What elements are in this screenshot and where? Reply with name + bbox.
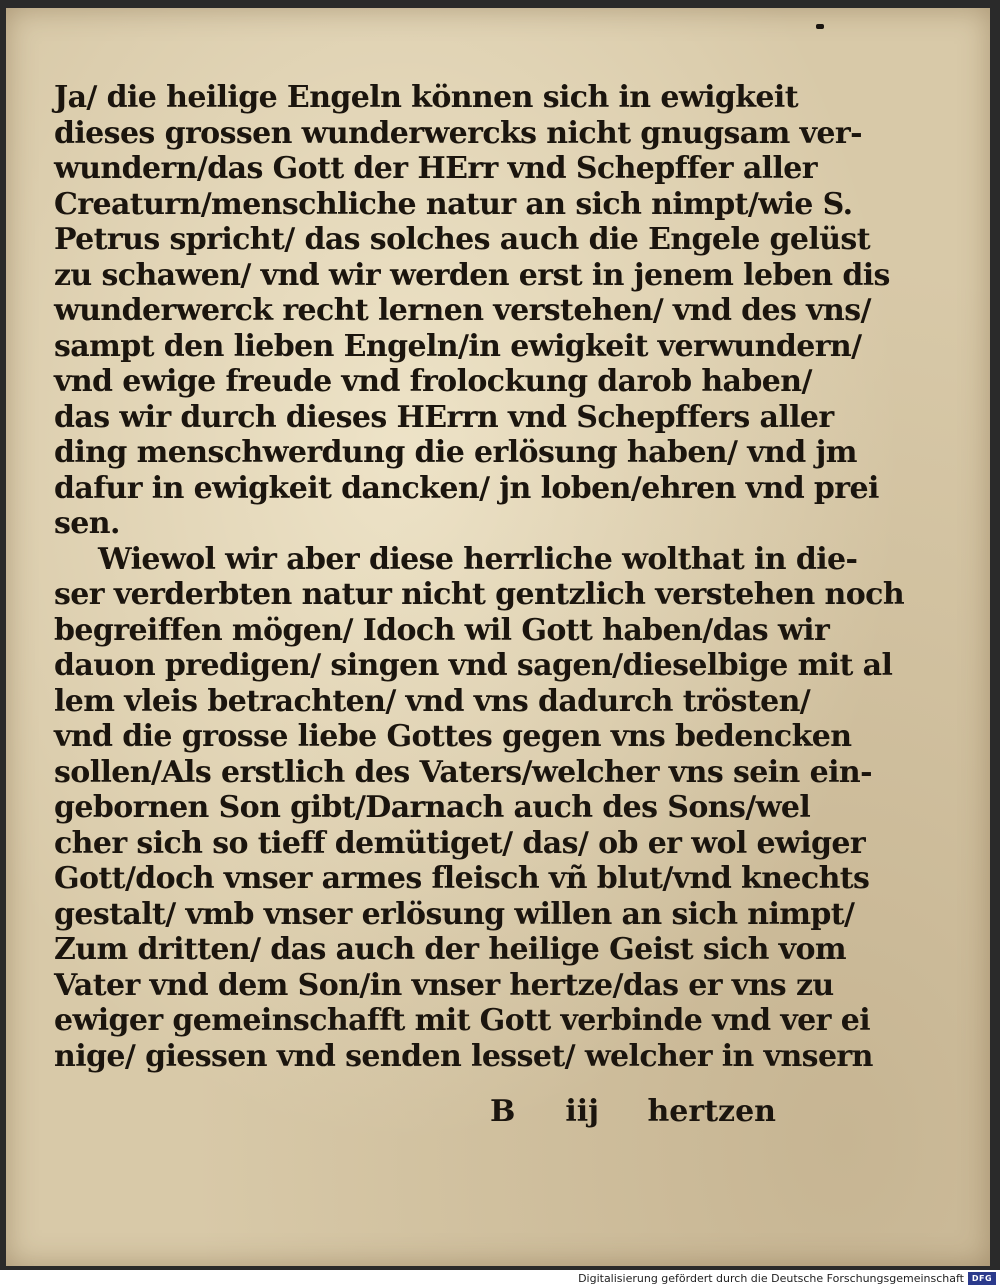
text-line: dieses grossen wunderwercks nicht gnugsam ver- (54, 115, 862, 151)
text-line: wunderwerck recht lernen verstehen/ vnd des vns/ (54, 293, 871, 328)
text-line: gestalt/ vmb vnser erlösung willen an sich nimpt/ (54, 896, 855, 932)
text-line: das wir durch dieses HErrn vnd Schepffers aller (54, 399, 834, 435)
text-line: Zum dritten/ das auch der heilige Geist sich vom (54, 932, 847, 967)
funding-credit: Digitalisierung gefördert durch die Deutsche Forschungsgemeinschaft (578, 1272, 964, 1285)
text-line: sen. (54, 506, 120, 541)
text-line: Vater vnd dem Son/in vnser hertze/das er vns zu (54, 967, 834, 1003)
text-line: ser verderbten natur nicht gentzlich verstehen noch (54, 577, 905, 612)
signature-number: iij (565, 1094, 600, 1129)
text-line: sampt den lieben Engeln/in ewigkeit verwundern/ (54, 328, 862, 364)
signature-mark (476, 1094, 599, 1130)
signature-letter: B (490, 1094, 516, 1129)
text-line: Gott/doch vnser armes fleisch vñ blut/vnd knechts (54, 861, 870, 896)
text-line: begreiffen mögen/ Idoch wil Gott haben/das wir (54, 612, 830, 648)
text-line: gebornen Son gibt/Darnach auch des Sons/wel (54, 790, 811, 825)
text-line: vnd die grosse liebe Gottes gegen vns bedencken (54, 719, 852, 754)
text-line: Petrus spricht/ das solches auch die Engele gelüst (54, 222, 870, 257)
text-line: zu schawen/ vnd wir werden erst in jenem leben dis (54, 257, 890, 293)
text-line: ding menschwerdung die erlösung haben/ vnd jm (54, 435, 857, 470)
text-line: dauon predigen/ singen vnd sagen/dieselbige mit al (54, 648, 893, 683)
paragraph-start-line: Wiewol wir aber diese herrliche wolthat in die- (98, 541, 858, 577)
body-text (54, 80, 905, 1074)
text-line: Creaturn/menschliche natur an sich nimpt/wie S. (54, 186, 853, 222)
text-line: dafur in ewigkeit dancken/ jn loben/ehren vnd prei (54, 470, 879, 506)
text-line: nige/ giessen vnd senden lesset/ welcher in vnsern (54, 1038, 873, 1074)
text-line: wundern/das Gott der HErr vnd Schepffer aller (54, 151, 817, 186)
catchline (476, 1094, 776, 1130)
text-line: cher sich so tieff demütiget/ das/ ob er wol ewiger (54, 825, 866, 861)
text-line: ewiger gemeinschafft mit Gott verbinde vnd ver ei (54, 1003, 871, 1038)
catchword: hertzen (647, 1094, 776, 1129)
ink-mark (816, 24, 824, 29)
text-line: vnd ewige freude vnd frolockung darob haben/ (54, 364, 812, 399)
text-line: sollen/Als erstlich des Vaters/welcher vns sein ein- (54, 754, 872, 790)
text-line: lem vleis betrachten/ vnd vns dadurch trösten/ (54, 683, 811, 719)
book-page (6, 8, 990, 1266)
footer-bar (0, 1270, 1000, 1288)
dfg-logo: DFG (968, 1272, 996, 1285)
text-line: Ja/ die heilige Engeln können sich in ewigkeit (54, 80, 798, 115)
